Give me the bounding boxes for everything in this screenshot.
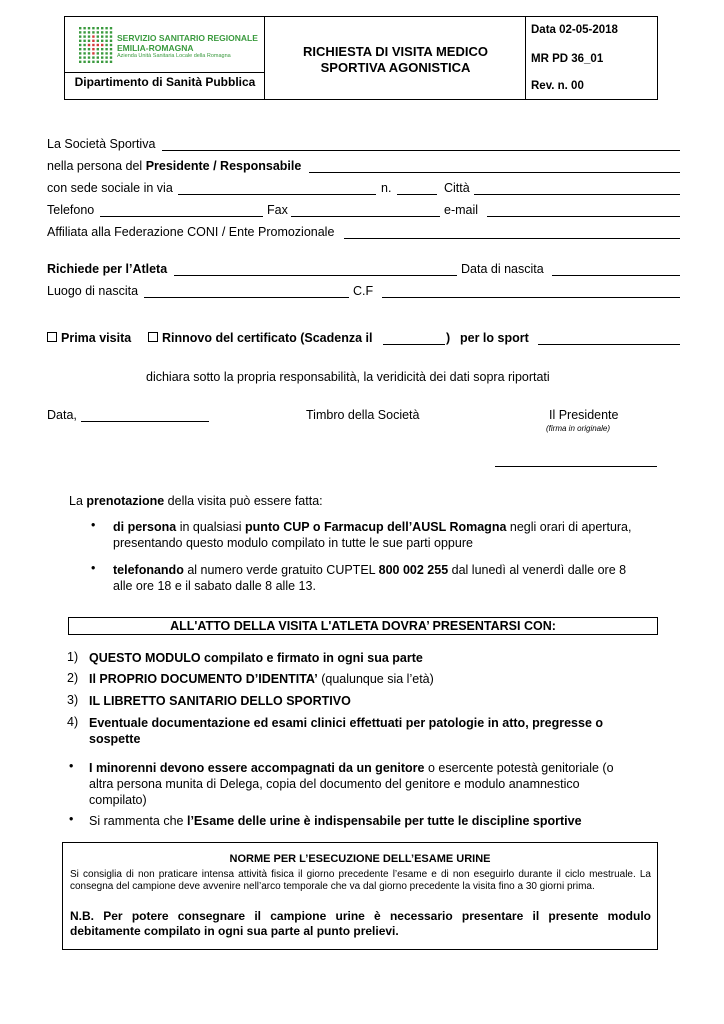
- logo-dot: [83, 48, 85, 50]
- email-field[interactable]: [487, 216, 680, 217]
- item-number: 1): [67, 650, 79, 664]
- logo-dot: [88, 48, 90, 50]
- logo-dot: [88, 40, 90, 42]
- booking-in-person: di persona in qualsiasi punto CUP o Farmacup dell’AUSL Romagna negli orari di apertura, presentando questo modulo compilato in tutte le sue parti oppure: [113, 520, 632, 550]
- document-header: [64, 16, 658, 100]
- president-signature-field[interactable]: [495, 466, 657, 467]
- requirement-item: QUESTO MODULO compilato e firmato in ogni sua parte: [89, 651, 423, 665]
- requirement-item: Il PROPRIO DOCUMENTO D’IDENTITA’ (qualunque sia l’età): [89, 672, 434, 686]
- department-label: Dipartimento di Sanità Pubblica: [74, 75, 256, 89]
- page-title: [265, 44, 526, 76]
- logo-dot: [101, 61, 103, 63]
- logo-dot: [79, 31, 81, 33]
- logo-text: [117, 33, 258, 53]
- athlete-field[interactable]: [174, 275, 457, 276]
- logo-line1: SERVIZIO SANITARIO REGIONALE: [117, 33, 258, 43]
- stamp-label: Timbro della Società: [306, 408, 420, 422]
- item-number: 3): [67, 693, 79, 707]
- logo-dot: [105, 61, 107, 63]
- logo-dot: [92, 61, 94, 63]
- number-label: n.: [381, 181, 392, 195]
- logo-dot: [110, 35, 112, 37]
- city-label: Città: [444, 181, 470, 195]
- birth-place-field[interactable]: [144, 297, 349, 298]
- email-label: e-mail: [444, 203, 479, 217]
- logo-dot: [101, 56, 103, 58]
- original-signature-note: (firma in originale): [546, 424, 611, 433]
- logo-dot: [92, 44, 94, 46]
- logo-dot: [88, 35, 90, 37]
- renewal-close: ): [446, 331, 451, 345]
- logo-dot: [105, 52, 107, 54]
- bullet-icon: •: [69, 812, 74, 826]
- logo-dot: [97, 52, 99, 54]
- document-date: Data 02-05-2018: [531, 24, 618, 36]
- logo-dot: [92, 48, 94, 50]
- logo-dot: [79, 48, 81, 50]
- logo-dot: [110, 48, 112, 50]
- first-visit-option[interactable]: Prima visita: [47, 331, 131, 345]
- logo-dot: [105, 40, 107, 42]
- birth-date-field[interactable]: [552, 275, 680, 276]
- requirement-item: IL LIBRETTO SANITARIO DELLO SPORTIVO: [89, 694, 351, 708]
- item-number: 2): [67, 671, 79, 685]
- logo-dot: [83, 31, 85, 33]
- logo-line3: Azienda Unità Sanitaria Locale della Romagna: [117, 53, 231, 59]
- logo-dot: [101, 31, 103, 33]
- birth-place-label: Luogo di nascita: [47, 284, 139, 298]
- logo-dot: [105, 35, 107, 37]
- urine-rules-box: [62, 842, 658, 950]
- logo-dot: [88, 61, 90, 63]
- logo-dot: [105, 31, 107, 33]
- logo-dot: [88, 56, 90, 58]
- logo-dot: [101, 48, 103, 50]
- logo-dot: [105, 48, 107, 50]
- logo-dot: [92, 40, 94, 42]
- logo-dot: [79, 35, 81, 37]
- renewal-option[interactable]: Rinnovo del certificato (Scadenza il: [148, 331, 372, 345]
- cf-field[interactable]: [382, 297, 680, 298]
- declaration-text: dichiara sotto la propria responsabilità, la veridicità dei dati sopra riportati: [146, 370, 550, 384]
- document-revision: Rev. n. 00: [531, 80, 584, 92]
- logo-dot: [92, 52, 94, 54]
- address-label: con sede sociale in via: [47, 181, 173, 195]
- logo-dot: [97, 44, 99, 46]
- title-line1: RICHIESTA DI VISITA MEDICO: [303, 44, 488, 59]
- renewal-checkbox[interactable]: [148, 332, 158, 342]
- requirement-item: Eventuale documentazione ed esami clinici effettuati per patologie in atto, pregresse o sospette: [89, 716, 604, 746]
- date-label: Data,: [47, 408, 77, 422]
- logo-dot: [83, 52, 85, 54]
- logo-dot: [88, 52, 90, 54]
- logo-dot: [88, 31, 90, 33]
- ausl-logo-icon: [77, 25, 115, 65]
- logo-dot: [83, 44, 85, 46]
- bullet-icon: •: [69, 759, 74, 773]
- phone-label: Telefono: [47, 203, 95, 217]
- title-line2: SPORTIVA AGONISTICA: [320, 60, 471, 75]
- logo-dot: [88, 44, 90, 46]
- signature-date-field[interactable]: [81, 421, 209, 422]
- society-label: La Società Sportiva: [47, 137, 156, 151]
- logo-dot: [79, 27, 81, 29]
- logo-dot: [105, 44, 107, 46]
- logo-dot: [92, 31, 94, 33]
- logo-dot: [105, 27, 107, 29]
- urine-rules-title: NORME PER L’ESECUZIONE DELL’ESAME URINE: [229, 853, 491, 865]
- logo-dot: [79, 40, 81, 42]
- logo-dot: [110, 61, 112, 63]
- number-field[interactable]: [397, 194, 437, 195]
- logo-dot: [79, 56, 81, 58]
- urine-reminder: Si rammenta che l’Esame delle urine è indispensabile per tutte le discipline sportive: [89, 814, 582, 828]
- first-visit-checkbox[interactable]: [47, 332, 57, 342]
- logo-dot: [83, 35, 85, 37]
- logo-dot: [83, 27, 85, 29]
- logo-dot: [101, 44, 103, 46]
- logo-dot: [110, 40, 112, 42]
- logo-dot: [110, 56, 112, 58]
- logo-dot: [101, 40, 103, 42]
- logo-dot: [88, 27, 90, 29]
- logo-line2: EMILIA-ROMAGNA: [117, 43, 194, 53]
- logo-dot: [97, 48, 99, 50]
- person-field[interactable]: [309, 172, 680, 173]
- urine-rules-nb: N.B. Per potere consegnare il campione urine è necessario presentare il presente modulo debitamente compilato in ogni sua parte al punto prelievi.: [70, 909, 651, 938]
- document-code: MR PD 36_01: [531, 53, 604, 65]
- person-label: nella persona del Presidente / Responsabile: [47, 159, 302, 173]
- minors-note: I minorenni devono essere accompagnati da un genitore o esercente potestà genitoriale (o altra persona munita di Delega, copia del documento del genitore e modulo anamnestico compilato): [89, 761, 614, 807]
- logo-dot: [83, 56, 85, 58]
- urine-rules-body: Si consiglia di non praticare intensa attività fisica il giorno precedente l’esame e di non eseguirlo durante il ciclo mestruale. La consegna del campione deve avvenire nell’arco temporale che va dal giorno precedente la visita fino a 30 giorni prima.: [70, 869, 651, 892]
- phone-field[interactable]: [100, 216, 263, 217]
- logo-dot: [101, 35, 103, 37]
- affiliation-field[interactable]: [344, 238, 680, 239]
- affiliation-label: Affiliata alla Federazione CONI / Ente Promozionale: [47, 225, 335, 239]
- logo-dot: [110, 52, 112, 54]
- logo-dot: [101, 52, 103, 54]
- sport-label: per lo sport: [460, 331, 529, 345]
- booking-phone: telefonando al numero verde gratuito CUPTEL 800 002 255 dal lunedì al venerdì dalle ore 8 alle ore 18 e il sabato dalle 8 alle 13.: [113, 563, 627, 593]
- logo-dot: [83, 61, 85, 63]
- logo-dot: [83, 40, 85, 42]
- logo-dot: [92, 27, 94, 29]
- logo-dot: [105, 56, 107, 58]
- bullet-icon: •: [91, 561, 96, 575]
- logo-dot: [110, 27, 112, 29]
- city-field[interactable]: [474, 194, 680, 195]
- logo-dot: [97, 35, 99, 37]
- logo-dot: [79, 52, 81, 54]
- sport-field[interactable]: [538, 344, 680, 345]
- president-label: Il Presidente: [549, 408, 619, 422]
- logo-dot: [92, 56, 94, 58]
- logo-dot: [97, 56, 99, 58]
- logo-dot: [97, 40, 99, 42]
- logo-dot: [97, 31, 99, 33]
- item-number: 4): [67, 715, 79, 729]
- birth-date-label: Data di nascita: [461, 262, 544, 276]
- logo-dot: [110, 44, 112, 46]
- logo-dot: [79, 44, 81, 46]
- society-field[interactable]: [162, 150, 680, 151]
- logo-dot: [92, 35, 94, 37]
- header-divider: [65, 72, 264, 73]
- logo-dot: [97, 27, 99, 29]
- fax-label: Fax: [267, 203, 288, 217]
- logo-dot: [79, 61, 81, 63]
- bullet-icon: •: [91, 518, 96, 532]
- cf-label: C.F: [353, 284, 374, 298]
- requirements-heading: ALL'ATTO DELLA VISITA L'ATLETA DOVRA’ PRESENTARSI CON:: [68, 617, 658, 635]
- fax-field[interactable]: [291, 216, 440, 217]
- logo-dot: [110, 31, 112, 33]
- logo-dot: [101, 27, 103, 29]
- booking-intro: La prenotazione della visita può essere fatta:: [69, 494, 323, 508]
- expiry-date-field[interactable]: [383, 344, 445, 345]
- address-field[interactable]: [178, 194, 376, 195]
- logo-dot: [97, 61, 99, 63]
- athlete-label: Richiede per l’Atleta: [47, 262, 168, 276]
